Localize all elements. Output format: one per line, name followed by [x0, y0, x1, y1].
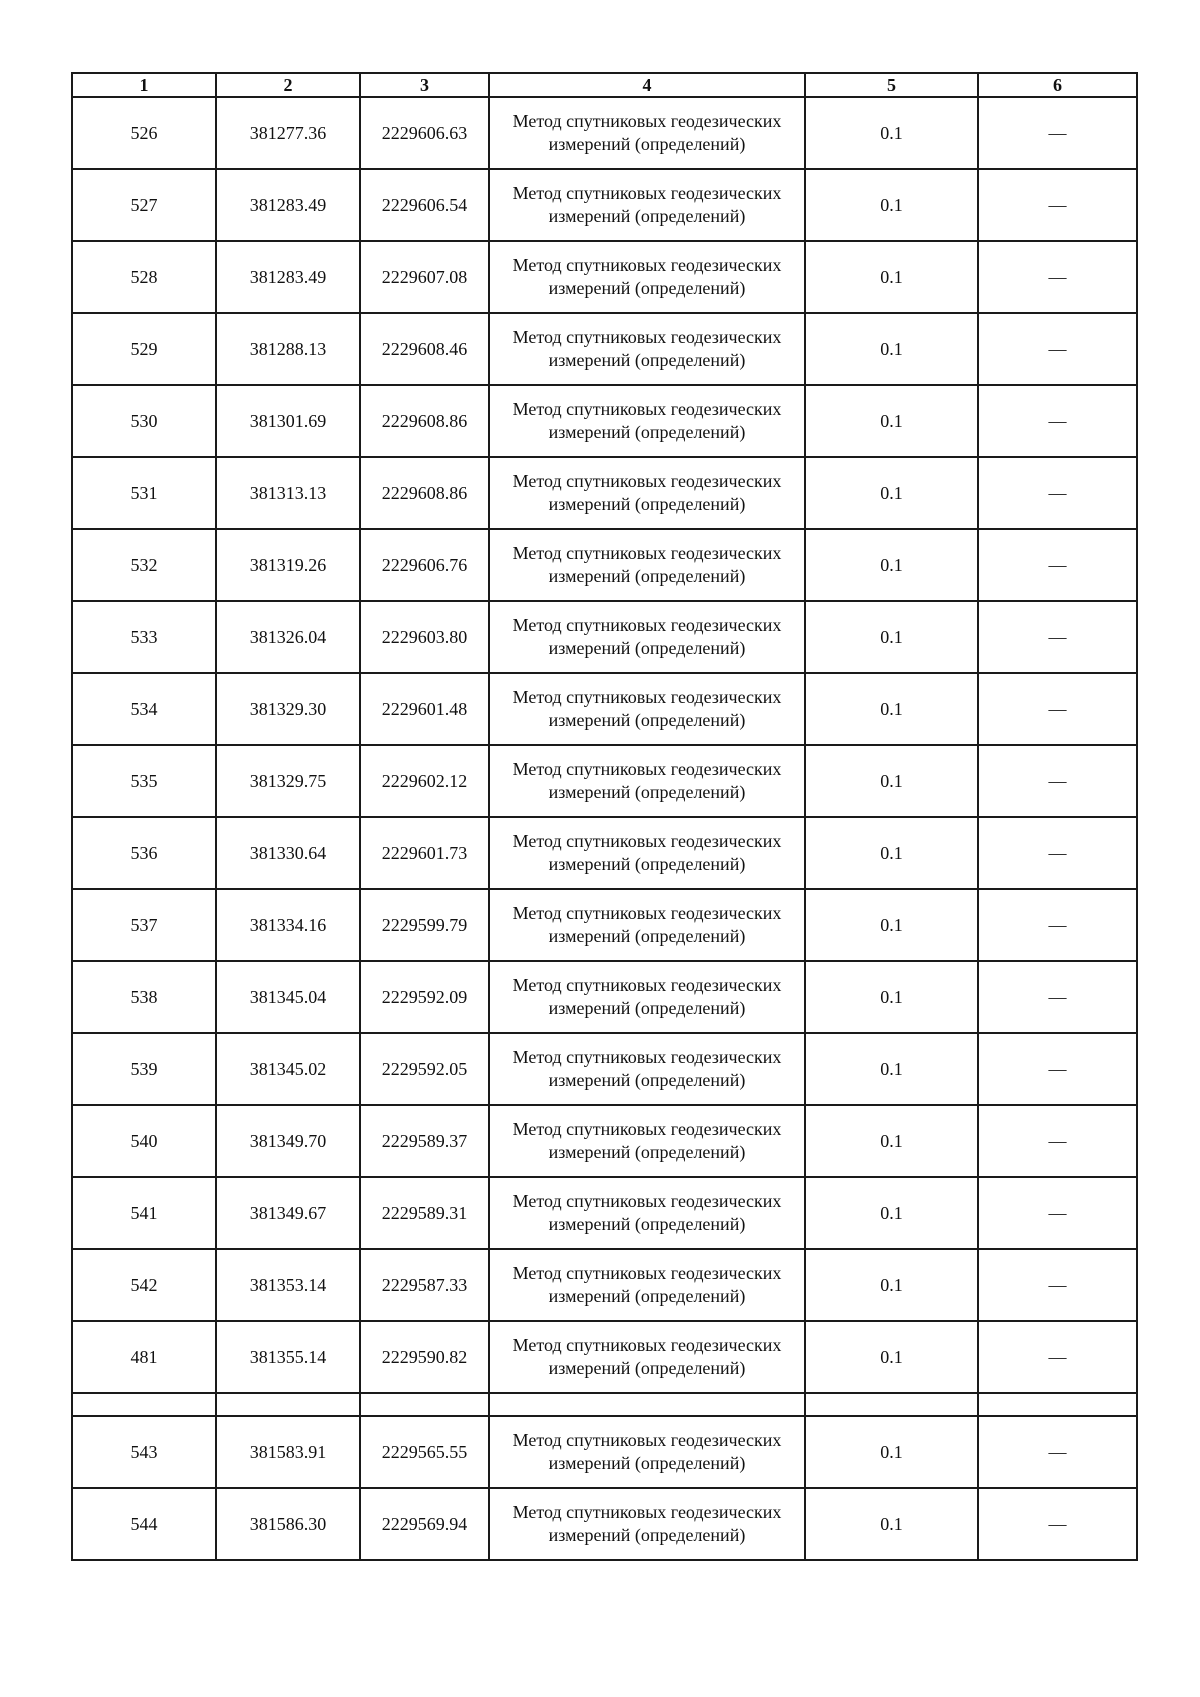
column-header-4: 4: [489, 73, 805, 97]
y-coordinate-cell: 2229606.76: [360, 529, 489, 601]
method-cell: Метод спутниковых геодезических измерений (определений): [489, 1105, 805, 1177]
y-coordinate-cell: 2229603.80: [360, 601, 489, 673]
method-cell: Метод спутниковых геодезических измерений (определений): [489, 817, 805, 889]
point-number-cell: 481: [72, 1321, 216, 1393]
accuracy-cell: 0.1: [805, 1416, 978, 1488]
table-row: [72, 241, 1137, 313]
accuracy-cell: 0.1: [805, 817, 978, 889]
note-cell: —: [978, 169, 1137, 241]
method-cell: Метод спутниковых геодезических измерений (определений): [489, 313, 805, 385]
point-number-cell: 526: [72, 97, 216, 169]
x-coordinate-cell: 381283.49: [216, 169, 360, 241]
point-number-cell: 529: [72, 313, 216, 385]
accuracy-cell: 0.1: [805, 745, 978, 817]
x-coordinate-cell: 381301.69: [216, 385, 360, 457]
table-row: [72, 169, 1137, 241]
method-cell: Метод спутниковых геодезических измерений (определений): [489, 241, 805, 313]
table-row: [72, 1416, 1137, 1488]
y-coordinate-cell: 2229606.63: [360, 97, 489, 169]
point-number-cell: 537: [72, 889, 216, 961]
table-header-row: [72, 73, 1137, 97]
note-cell: —: [978, 961, 1137, 1033]
table-row: [72, 817, 1137, 889]
x-coordinate-cell: 381334.16: [216, 889, 360, 961]
note-cell: —: [978, 1321, 1137, 1393]
y-coordinate-cell: 2229565.55: [360, 1416, 489, 1488]
y-coordinate-cell: 2229606.54: [360, 169, 489, 241]
method-cell: Метод спутниковых геодезических измерений (определений): [489, 529, 805, 601]
point-number-cell: 536: [72, 817, 216, 889]
empty-cell: [489, 1393, 805, 1416]
point-number-cell: 527: [72, 169, 216, 241]
x-coordinate-cell: 381283.49: [216, 241, 360, 313]
table-row: [72, 889, 1137, 961]
note-cell: —: [978, 241, 1137, 313]
note-cell: —: [978, 97, 1137, 169]
method-cell: Метод спутниковых геодезических измерений (определений): [489, 1177, 805, 1249]
coordinates-table: [71, 72, 1138, 1561]
table-row: [72, 1177, 1137, 1249]
accuracy-cell: 0.1: [805, 1105, 978, 1177]
accuracy-cell: 0.1: [805, 529, 978, 601]
x-coordinate-cell: 381326.04: [216, 601, 360, 673]
empty-cell: [978, 1393, 1137, 1416]
column-header-6: 6: [978, 73, 1137, 97]
accuracy-cell: 0.1: [805, 961, 978, 1033]
accuracy-cell: 0.1: [805, 673, 978, 745]
note-cell: —: [978, 1105, 1137, 1177]
point-number-cell: 544: [72, 1488, 216, 1560]
method-cell: Метод спутниковых геодезических измерений (определений): [489, 169, 805, 241]
method-cell: Метод спутниковых геодезических измерений (определений): [489, 1033, 805, 1105]
point-number-cell: 539: [72, 1033, 216, 1105]
y-coordinate-cell: 2229592.09: [360, 961, 489, 1033]
empty-cell: [805, 1393, 978, 1416]
note-cell: —: [978, 529, 1137, 601]
accuracy-cell: 0.1: [805, 385, 978, 457]
empty-cell: [360, 1393, 489, 1416]
empty-cell: [216, 1393, 360, 1416]
method-cell: Метод спутниковых геодезических измерений (определений): [489, 97, 805, 169]
x-coordinate-cell: 381288.13: [216, 313, 360, 385]
accuracy-cell: 0.1: [805, 1249, 978, 1321]
table-row: [72, 385, 1137, 457]
table-row: [72, 745, 1137, 817]
note-cell: —: [978, 889, 1137, 961]
point-number-cell: 543: [72, 1416, 216, 1488]
table-row: [72, 457, 1137, 529]
method-cell: Метод спутниковых геодезических измерений (определений): [489, 889, 805, 961]
accuracy-cell: 0.1: [805, 889, 978, 961]
x-coordinate-cell: 381277.36: [216, 97, 360, 169]
table-row: [72, 529, 1137, 601]
x-coordinate-cell: 381583.91: [216, 1416, 360, 1488]
method-cell: Метод спутниковых геодезических измерений (определений): [489, 1416, 805, 1488]
table-row: [72, 601, 1137, 673]
table-row: [72, 1488, 1137, 1560]
point-number-cell: 538: [72, 961, 216, 1033]
y-coordinate-cell: 2229590.82: [360, 1321, 489, 1393]
point-number-cell: 540: [72, 1105, 216, 1177]
table-row: [72, 1105, 1137, 1177]
point-number-cell: 534: [72, 673, 216, 745]
table-row: [72, 1033, 1137, 1105]
accuracy-cell: 0.1: [805, 1321, 978, 1393]
x-coordinate-cell: 381345.02: [216, 1033, 360, 1105]
column-header-5: 5: [805, 73, 978, 97]
x-coordinate-cell: 381349.67: [216, 1177, 360, 1249]
x-coordinate-cell: 381586.30: [216, 1488, 360, 1560]
method-cell: Метод спутниковых геодезических измерений (определений): [489, 1488, 805, 1560]
table-row: [72, 97, 1137, 169]
x-coordinate-cell: 381345.04: [216, 961, 360, 1033]
column-header-2: 2: [216, 73, 360, 97]
accuracy-cell: 0.1: [805, 457, 978, 529]
method-cell: Метод спутниковых геодезических измерений (определений): [489, 457, 805, 529]
accuracy-cell: 0.1: [805, 1177, 978, 1249]
method-cell: Метод спутниковых геодезических измерений (определений): [489, 601, 805, 673]
table-row: [72, 961, 1137, 1033]
y-coordinate-cell: 2229608.46: [360, 313, 489, 385]
note-cell: —: [978, 673, 1137, 745]
accuracy-cell: 0.1: [805, 1488, 978, 1560]
y-coordinate-cell: 2229587.33: [360, 1249, 489, 1321]
accuracy-cell: 0.1: [805, 169, 978, 241]
note-cell: —: [978, 1033, 1137, 1105]
note-cell: —: [978, 385, 1137, 457]
accuracy-cell: 0.1: [805, 1033, 978, 1105]
table-row: [72, 313, 1137, 385]
method-cell: Метод спутниковых геодезических измерений (определений): [489, 961, 805, 1033]
y-coordinate-cell: 2229589.37: [360, 1105, 489, 1177]
y-coordinate-cell: 2229601.73: [360, 817, 489, 889]
y-coordinate-cell: 2229608.86: [360, 385, 489, 457]
note-cell: —: [978, 1488, 1137, 1560]
y-coordinate-cell: 2229607.08: [360, 241, 489, 313]
point-number-cell: 532: [72, 529, 216, 601]
y-coordinate-cell: 2229602.12: [360, 745, 489, 817]
method-cell: Метод спутниковых геодезических измерений (определений): [489, 1321, 805, 1393]
note-cell: —: [978, 313, 1137, 385]
x-coordinate-cell: 381353.14: [216, 1249, 360, 1321]
accuracy-cell: 0.1: [805, 313, 978, 385]
note-cell: —: [978, 1249, 1137, 1321]
empty-cell: [72, 1393, 216, 1416]
point-number-cell: 531: [72, 457, 216, 529]
x-coordinate-cell: 381330.64: [216, 817, 360, 889]
point-number-cell: 533: [72, 601, 216, 673]
y-coordinate-cell: 2229601.48: [360, 673, 489, 745]
note-cell: —: [978, 1416, 1137, 1488]
method-cell: Метод спутниковых геодезических измерений (определений): [489, 673, 805, 745]
table-row: [72, 1321, 1137, 1393]
point-number-cell: 535: [72, 745, 216, 817]
table-row: [72, 673, 1137, 745]
column-header-3: 3: [360, 73, 489, 97]
note-cell: —: [978, 745, 1137, 817]
x-coordinate-cell: 381313.13: [216, 457, 360, 529]
table-spacer-row: [72, 1393, 1137, 1416]
column-header-1: 1: [72, 73, 216, 97]
document-page: [71, 72, 1136, 1561]
accuracy-cell: 0.1: [805, 601, 978, 673]
x-coordinate-cell: 381355.14: [216, 1321, 360, 1393]
note-cell: —: [978, 457, 1137, 529]
method-cell: Метод спутниковых геодезических измерений (определений): [489, 745, 805, 817]
y-coordinate-cell: 2229608.86: [360, 457, 489, 529]
note-cell: —: [978, 817, 1137, 889]
x-coordinate-cell: 381329.75: [216, 745, 360, 817]
note-cell: —: [978, 1177, 1137, 1249]
x-coordinate-cell: 381329.30: [216, 673, 360, 745]
y-coordinate-cell: 2229592.05: [360, 1033, 489, 1105]
method-cell: Метод спутниковых геодезических измерений (определений): [489, 1249, 805, 1321]
point-number-cell: 528: [72, 241, 216, 313]
x-coordinate-cell: 381349.70: [216, 1105, 360, 1177]
x-coordinate-cell: 381319.26: [216, 529, 360, 601]
y-coordinate-cell: 2229599.79: [360, 889, 489, 961]
method-cell: Метод спутниковых геодезических измерений (определений): [489, 385, 805, 457]
y-coordinate-cell: 2229589.31: [360, 1177, 489, 1249]
point-number-cell: 530: [72, 385, 216, 457]
point-number-cell: 541: [72, 1177, 216, 1249]
accuracy-cell: 0.1: [805, 97, 978, 169]
point-number-cell: 542: [72, 1249, 216, 1321]
table-body: [72, 97, 1137, 1560]
accuracy-cell: 0.1: [805, 241, 978, 313]
note-cell: —: [978, 601, 1137, 673]
y-coordinate-cell: 2229569.94: [360, 1488, 489, 1560]
table-row: [72, 1249, 1137, 1321]
